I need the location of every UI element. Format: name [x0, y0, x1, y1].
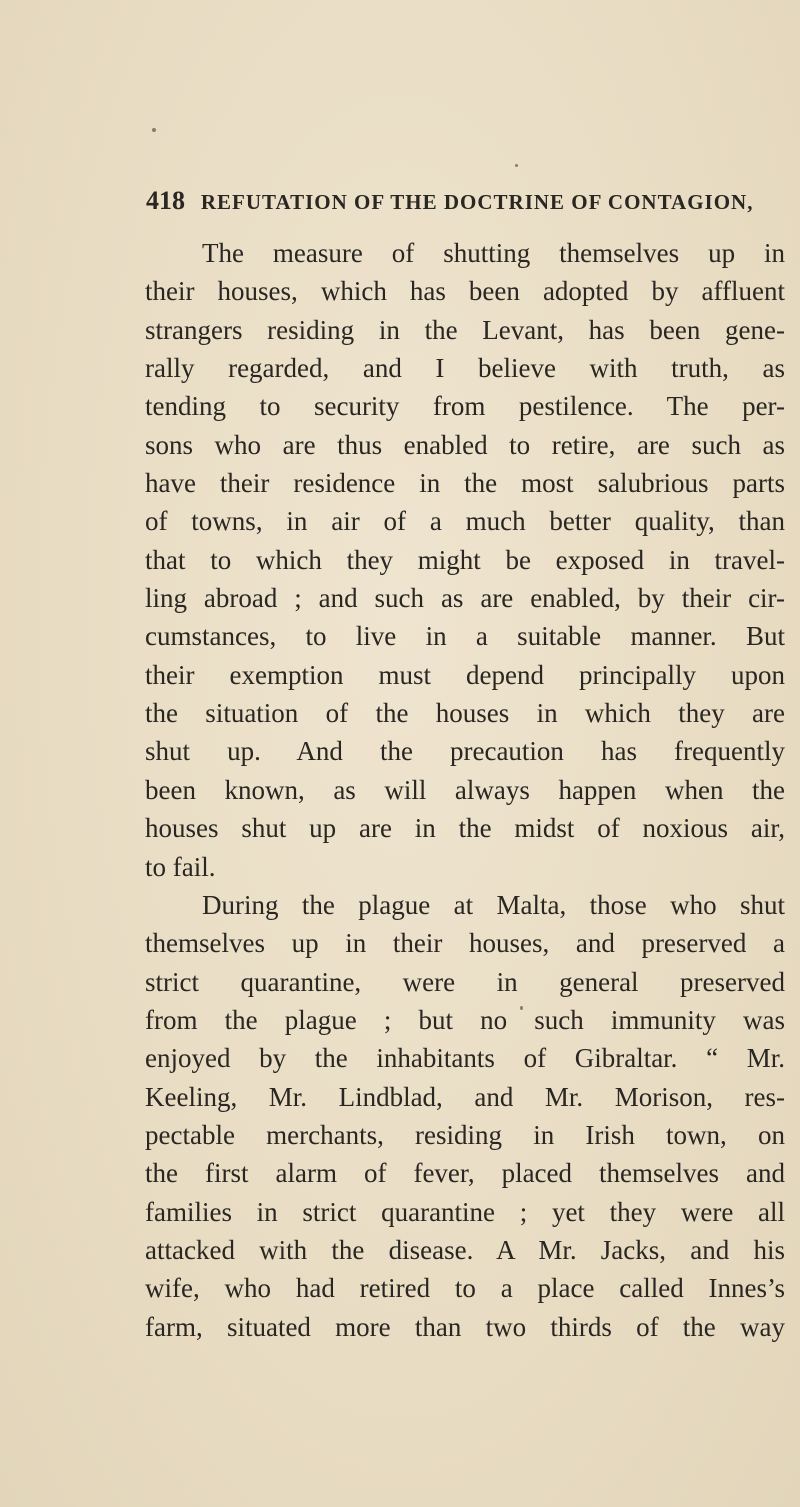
- text-line: themselves up in their houses, and preserved a: [145, 928, 785, 959]
- text-line: wife, who had retired to a place called Innes’s: [145, 1273, 785, 1304]
- text-line: enjoyed by the inhabitants of Gibraltar. “ Mr.: [145, 1043, 785, 1074]
- text-line: strict quarantine, were in general preserved: [145, 966, 785, 997]
- text-line: The measure of shutting themselves up in: [202, 238, 785, 268]
- text-line: farm, situated more than two thirds of the way: [145, 1311, 785, 1342]
- paper-speck: [515, 164, 518, 167]
- body-text: [145, 234, 785, 1346]
- text-line: tending to security from pestilence. The per-: [145, 391, 785, 422]
- text-line: pectable merchants, residing in Irish town, on: [145, 1119, 785, 1150]
- paper-speck: [152, 128, 156, 132]
- text-line: cumstances, to live in a suitable manner. But: [145, 621, 785, 652]
- page-number: 418: [146, 186, 185, 215]
- text-line: attacked with the disease. A Mr. Jacks, and his: [145, 1234, 785, 1265]
- text-line: of towns, in air of a much better quality, than: [145, 506, 785, 537]
- text-line: During the plague at Malta, those who shut: [202, 889, 785, 920]
- text-line: houses shut up are in the midst of noxious air,: [145, 813, 785, 844]
- text-line: their houses, which has been adopted by affluent: [145, 276, 785, 307]
- text-line: ling abroad ; and such as are enabled, by their cir-: [145, 583, 785, 614]
- text-line: from the plague ; but no such immunity was: [145, 1004, 785, 1035]
- text-line: been known, as will always happen when the: [145, 774, 785, 805]
- text-line: sons who are thus enabled to retire, are such as: [145, 429, 785, 460]
- running-title: REFUTATION OF THE DOCTRINE OF CONTAGION,: [200, 190, 754, 214]
- text-line: Keeling, Mr. Lindblad, and Mr. Morison, res-: [145, 1081, 785, 1112]
- text-line: the first alarm of fever, placed themselves and: [145, 1158, 785, 1189]
- text-line: their exemption must depend principally upon: [145, 659, 785, 690]
- text-line: the situation of the houses in which they are: [145, 698, 785, 729]
- text-line: to fail.: [145, 851, 216, 882]
- paragraph-1: [145, 234, 785, 886]
- page-header: [146, 186, 786, 216]
- paragraph-2: [145, 886, 785, 1346]
- text-line: families in strict quarantine ; yet they were all: [145, 1196, 785, 1227]
- text-line: shut up. And the precaution has frequently: [145, 736, 785, 767]
- text-line: that to which they might be exposed in travel-: [145, 544, 785, 575]
- text-line: have their residence in the most salubrious parts: [145, 468, 785, 499]
- text-line: rally regarded, and I believe with truth, as: [145, 353, 785, 384]
- text-line: strangers residing in the Levant, has been gene-: [145, 314, 785, 345]
